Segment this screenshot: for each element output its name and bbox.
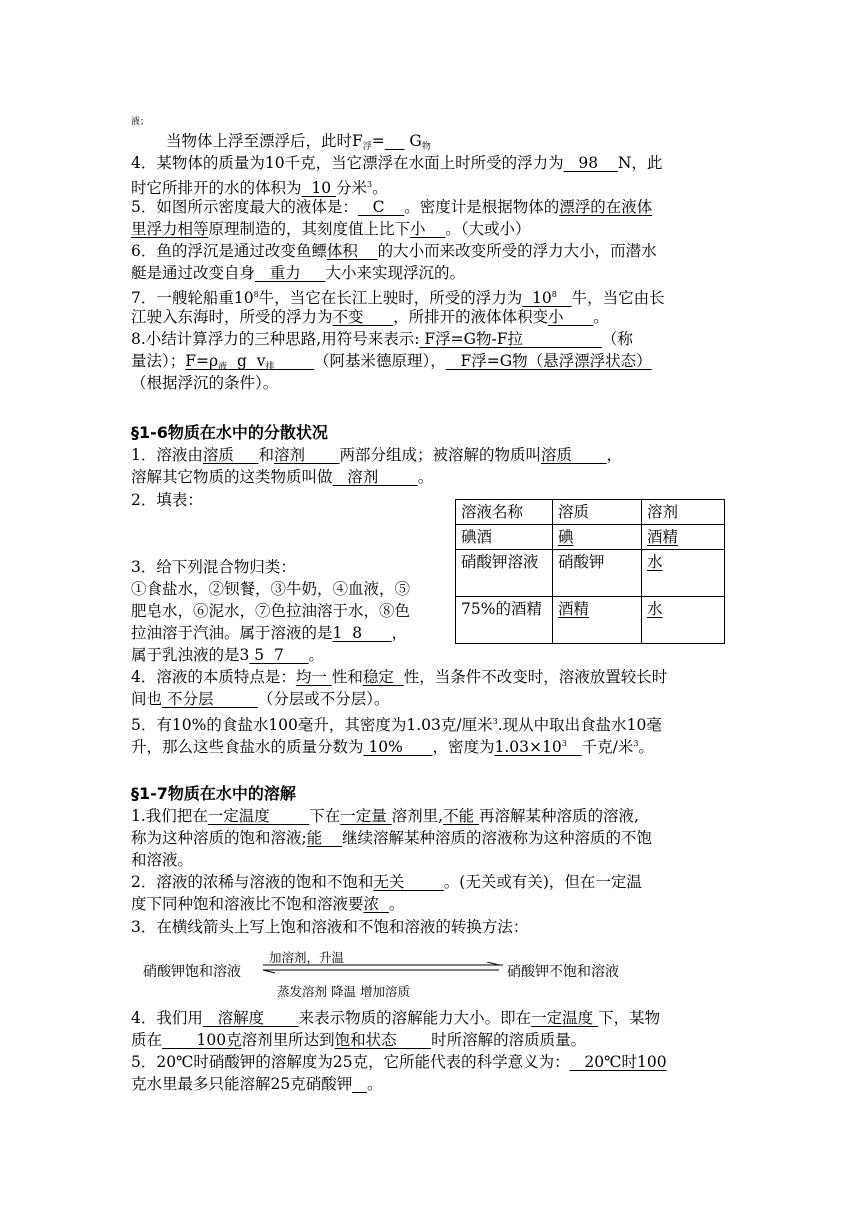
text: 。 [417, 468, 434, 486]
text: 拉油溶于汽油。属于溶液的是 [131, 624, 333, 642]
text: 6．鱼的浮沉是通过改变鱼鳔 [131, 242, 327, 260]
answer-blank [385, 132, 405, 150]
text: 1．溶液由 [131, 446, 203, 464]
s6-question-2: 2．填表： [131, 491, 203, 509]
s7-question-4-line-2 [131, 1030, 586, 1050]
text: 。 [367, 1075, 383, 1093]
table-row [456, 597, 725, 644]
answer-blank: 体积 [326, 242, 378, 260]
text: 牛，当它在长江上驶时，所受的浮力为 [258, 289, 523, 307]
text: 4．溶液的本质特点是： [131, 668, 296, 686]
answer-blank: 漂浮的在液体 [559, 198, 653, 216]
text: 溶剂里, [391, 807, 444, 825]
table-header-cell: 溶液名称 [456, 500, 553, 525]
text [275, 352, 314, 370]
table-cell: 硝酸钾 [553, 550, 642, 597]
answer-blank: 10 [301, 179, 337, 197]
text: （阿基米德原理）， [313, 352, 446, 370]
s7-question-4-line-1 [131, 1008, 660, 1028]
answer-blank [185, 352, 314, 370]
text: v [256, 352, 266, 370]
text: ，所排开的液体体积变 [393, 308, 549, 326]
answer-blank: 浓 [363, 895, 389, 913]
superscript: 8 [551, 290, 557, 299]
answer-blank: 稳定 [362, 668, 404, 686]
text: 两部分组成；被溶解的物质叫 [339, 446, 542, 464]
table-row [456, 525, 725, 550]
answer-blank: F浮=G物（悬浮漂浮状态） [445, 352, 652, 370]
answer-blank: 5 7 [249, 646, 309, 664]
s6-question-5-line-2 [131, 734, 654, 757]
arrow-label-bottom: 蒸发溶剂 降温 增加溶质 [277, 984, 410, 999]
answer-blank: 98 [563, 154, 618, 172]
text: 时它所排开的水的体积为 [131, 179, 302, 197]
s7-question-2-line-1 [131, 872, 642, 892]
table-cell: 碘酒 [456, 525, 553, 550]
superscript: 3 [633, 739, 639, 748]
text: 量法）； [131, 352, 186, 370]
text: 千克/米 [581, 738, 634, 756]
answer-blank: 溶解度 [202, 1009, 299, 1027]
text: 克水里最多只能溶解25克硝酸钾 [131, 1075, 353, 1093]
superscript: 8 [253, 290, 259, 299]
section-1-6-title: §1-6物质在水中的分散状况 [131, 423, 328, 442]
question-8-line-1 [131, 329, 633, 349]
saturated-solution-label: 硝酸钾饱和溶液 [143, 964, 241, 980]
text: （根据浮沉的条件）。 [131, 374, 279, 392]
s7-question-2-line-2 [131, 894, 404, 914]
s6-question-1-line-1 [131, 445, 622, 465]
text: 溶剂里所达到 [241, 1031, 335, 1049]
answer-blank: 10% [363, 738, 433, 756]
text [567, 738, 582, 756]
text: 4．我们用 [131, 1009, 203, 1027]
text: N，此 [617, 154, 663, 172]
text: 度下同种饱和溶液比不饱和溶液要 [131, 895, 364, 913]
text: 。 [593, 308, 609, 326]
cut-text: 液； [131, 117, 150, 127]
text: 和 [258, 446, 275, 464]
s6-question-3-line-4 [131, 623, 407, 643]
text: 1.03×10 [494, 738, 562, 756]
s6-question-4-line-2 [131, 689, 390, 709]
question-7-line-2 [131, 307, 609, 327]
answer-blank: 无关 [373, 873, 444, 891]
text: 。(无关或有关)，但在一定温 [443, 873, 642, 891]
s6-question-4-line-1 [131, 667, 667, 687]
answer-blank: 能 [306, 829, 342, 847]
s7-question-5-line-2 [131, 1074, 383, 1094]
text: = [371, 132, 385, 150]
table-cell: 水 [642, 550, 725, 597]
answer-blank: 20℃时100 [569, 1053, 667, 1071]
text: 2．溶液的浓稀与溶液的饱和不饱和 [131, 873, 374, 891]
text: ， [606, 446, 623, 464]
question-6-line-1 [131, 241, 657, 261]
table-header-cell: 溶剂 [642, 500, 725, 525]
answer-blank: 小 [548, 308, 594, 326]
question-7-line-1 [131, 285, 665, 308]
text: 继续溶解某种溶质的溶液称为这种溶质的不饱 [341, 829, 652, 847]
answer-blank: 溶质 [541, 446, 607, 464]
text: 。 [388, 895, 405, 913]
text: 8.小结计算浮力的三种思路,用符号来表示: [131, 330, 420, 348]
text: 升，那么这些食盐水的质量分数为 [131, 738, 364, 756]
question-4-line-2 [131, 175, 388, 198]
superscript: 3 [492, 717, 498, 726]
text: 分米 [336, 179, 368, 197]
s7-question-5-line-1 [131, 1052, 667, 1072]
answer-blank: 小 [410, 220, 446, 238]
question-5-line-2 [131, 219, 531, 239]
s6-question-3-line-5 [131, 645, 324, 665]
text: 。密度计是根据物体的 [404, 198, 560, 216]
text: 性，当条件不改变时，溶液放置较长时 [403, 668, 668, 686]
answer-blank [494, 738, 581, 756]
text: 性和 [331, 668, 363, 686]
conversion-diagram [131, 948, 751, 1002]
text: 江驶入东海时，所受的浮力为 [131, 308, 333, 326]
subscript: 浮 [362, 142, 372, 152]
text: ， [391, 624, 408, 642]
subscript: 液 [218, 362, 228, 372]
s7-question-1-line-2 [131, 828, 652, 848]
text: 。 [638, 738, 654, 756]
text: 艇是通过改变自身 [131, 264, 256, 282]
s6-question-3-line-2: ①食盐水，②钡餐，③牛奶，④血液，⑤ [131, 580, 411, 598]
conversion-arrows-icon [259, 962, 503, 974]
table-row [456, 550, 725, 597]
question-5-line-1 [131, 197, 652, 217]
text: 属于乳浊液的是3 [131, 646, 250, 664]
s6-question-5-line-1 [131, 712, 662, 735]
text: 下在 [309, 807, 341, 825]
unsaturated-solution-label: 硝酸钾不饱和溶液 [507, 964, 619, 980]
text: 5．如图所示密度最大的液体是： [131, 198, 358, 216]
answer-blank: 不能 [443, 807, 480, 825]
text: ，密度为 [432, 738, 495, 756]
text: 1.我们把在 [131, 807, 208, 825]
text: .现从中取出食盐水10毫 [497, 716, 662, 734]
text: 10 [522, 289, 552, 307]
answer-blank: 一定温度 [207, 807, 310, 825]
subscript: 物 [421, 142, 431, 152]
superscript: 3 [561, 739, 567, 748]
table-cell: 酒精 [642, 525, 725, 550]
answer-blank: F浮=G物-F拉 [419, 330, 602, 348]
text: 。 [308, 646, 325, 664]
answer-blank: 一定量 [340, 807, 392, 825]
s6-question-3-line-1: 3．给下列混合物归类： [131, 558, 296, 576]
arrow-label-top: 加溶剂，升温 [269, 950, 345, 965]
text: F=ρ [185, 352, 219, 370]
table-header-row [456, 500, 725, 525]
s6-question-3-line-3: 肥皂水，⑥泥水，⑦色拉油溶于水，⑧色 [131, 602, 411, 620]
text: 。 [372, 179, 388, 197]
text: （分层或不分层）。 [257, 690, 390, 708]
solution-table [455, 499, 725, 644]
answer-blank: 里浮力相等 [131, 220, 209, 238]
answer-blank: 一定温度 [531, 1009, 599, 1027]
table-cell: 水 [642, 597, 725, 644]
text: 原理制造的，其刻度值上比下 [208, 220, 411, 238]
table-cell: 75%的酒精 [456, 597, 553, 644]
question-6-line-2 [131, 263, 465, 283]
table-cell: 酒精 [553, 597, 642, 644]
answer-blank: 均一 [295, 668, 332, 686]
s7-question-1-line-1 [131, 806, 639, 826]
text: 间也 [131, 690, 163, 708]
text [557, 289, 572, 307]
section-1-7-title: §1-7物质在水中的溶解 [131, 784, 296, 803]
answer-blank: 100克 [162, 1031, 242, 1049]
s6-question-1-line-2 [131, 467, 433, 487]
text: 。（大或小） [445, 220, 531, 238]
text: 质在 [131, 1031, 163, 1049]
text: 5．有10%的食盐水100毫升，其密度为1.03克/厘米 [131, 716, 493, 734]
text: 5．20℃时硝酸钾的溶解度为25克，它所能代表的科学意义为： [131, 1053, 570, 1071]
answer-blank: 溶剂 [332, 468, 418, 486]
answer-blank [352, 1075, 367, 1093]
answer-blank: 不变 [332, 308, 394, 326]
text: g [227, 352, 257, 370]
superscript: 3 [367, 180, 373, 189]
cut-off-line [131, 112, 149, 132]
s7-question-1-line-3: 和溶液。 [131, 851, 194, 869]
text: 4．某物体的质量为10千克，当它漂浮在水面上时所受的浮力为 [131, 154, 564, 172]
text: （称 [601, 330, 633, 348]
answer-blank: C [357, 198, 405, 216]
subscript: 排 [265, 362, 275, 372]
answer-blank [522, 289, 571, 307]
question-8-line-3 [131, 373, 278, 393]
answer-blank: 不分层 [162, 690, 258, 708]
text: 7．一艘轮船重10 [131, 289, 254, 307]
text: G [404, 132, 422, 150]
text: 来表示物质的溶解能力大小。即在 [298, 1009, 532, 1027]
text: 时所溶解的溶质质量。 [431, 1031, 587, 1049]
text: 溶解其它物质的这类物质叫做 [131, 468, 333, 486]
answer-blank: 溶质 [202, 446, 259, 464]
text: 称为这种溶质的饱和溶液; [131, 829, 307, 847]
answer-blank: 溶剂 [274, 446, 340, 464]
s7-question-3: 3．在横线箭头上写上饱和溶液和不饱和溶液的转换方法： [131, 918, 529, 936]
text: 牛，当它由长 [571, 289, 665, 307]
answer-blank: 饱和状态 [334, 1031, 432, 1049]
text: 再溶解某种溶质的溶液, [479, 807, 639, 825]
table-cell: 硝酸钾溶液 [456, 550, 553, 597]
answer-blank: 1 8 [332, 624, 392, 642]
text: 大小来实现浮沉的。 [325, 264, 465, 282]
table-header-cell: 溶质 [553, 500, 642, 525]
text: 的大小而来改变所受的浮力大小，而潜水 [377, 242, 657, 260]
question-4-line-1 [131, 153, 662, 173]
text: 下，某物 [598, 1009, 661, 1027]
table-cell: 碘 [553, 525, 642, 550]
answer-blank: 重力 [255, 264, 326, 282]
text: 当物体上浮至漂浮后，此时F [166, 132, 363, 150]
